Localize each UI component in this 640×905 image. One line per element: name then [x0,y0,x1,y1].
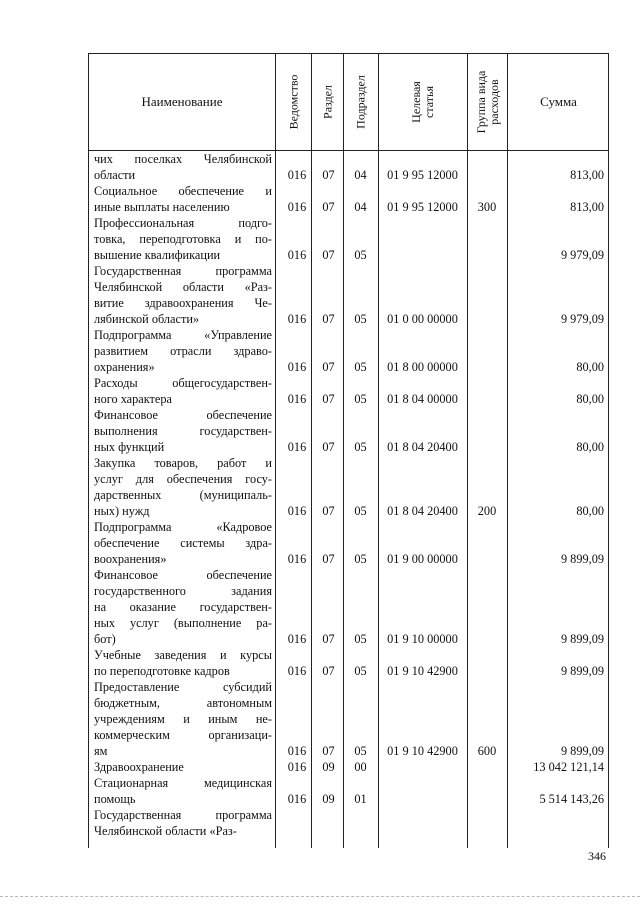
row-razdel: 09 [322,792,335,806]
row-name-line: развитием отрасли здраво- [94,344,272,358]
header-razdel [312,54,343,150]
row-name-line: чих поселках Челябинской [94,152,272,166]
row-ved: 016 [287,312,307,326]
row-name-line: области [94,168,136,182]
row-ved: 016 [287,632,307,646]
header-celevaya [379,54,467,150]
row-podrazdel: 05 [354,744,367,758]
row-name-line: Расходы общегосударствен- [94,376,272,390]
header-podrazdel-label: Подраздел [353,75,368,129]
row-podrazdel: 01 [354,792,367,806]
row-name [94,327,272,375]
row-razdel: 07 [322,248,335,262]
row-name [94,375,272,407]
header-razdel-label: Раздел [320,85,334,119]
row-name-line: Стационарная медицинская [94,776,272,790]
header-name [89,54,275,150]
row-ved: 016 [287,360,307,374]
row-razdel: 07 [322,360,335,374]
row-summa: 80,00 [576,440,604,454]
row-name-line: лябинской области» [94,312,200,326]
table-row [89,775,608,807]
row-name [94,183,272,215]
row-summa: 80,00 [576,360,604,374]
row-summa: 9 979,09 [560,248,604,262]
row-name-line: Финансовое обеспечение [94,408,272,422]
row-ved: 016 [287,744,307,758]
row-celevaya: 01 8 04 00000 [387,392,458,406]
table-row [89,455,608,519]
row-name-line: Здравоохранение [94,760,184,774]
row-podrazdel: 04 [354,168,367,182]
row-ved: 016 [287,440,307,454]
row-razdel: 07 [322,504,335,518]
header-celevaya-line2: статья [422,86,436,118]
row-razdel: 07 [322,552,335,566]
header-ved [276,54,311,150]
header-gruppa [468,54,507,150]
row-podrazdel: 05 [354,504,367,518]
table-row [89,263,608,327]
row-name-line: на оказание государствен- [94,600,272,614]
row-podrazdel: 05 [354,552,367,566]
row-name [94,455,272,519]
row-name-line: охранения» [94,360,155,374]
row-name-line: услуг для обеспечения госу- [94,472,272,486]
row-name-line: иные выплаты населению [94,200,230,214]
row-celevaya: 01 9 10 42900 [387,664,458,678]
row-podrazdel: 05 [354,312,367,326]
row-summa: 80,00 [576,504,604,518]
row-celevaya: 01 8 00 00000 [387,360,458,374]
budget-table [88,53,609,848]
row-name [94,759,272,775]
table-row [89,647,608,679]
table-row [89,519,608,567]
row-name [94,407,272,455]
row-razdel: 07 [322,200,335,214]
table-row [89,327,608,375]
row-ved: 016 [287,248,307,262]
row-celevaya: 01 9 10 42900 [387,744,458,758]
header-summa [508,54,609,150]
row-podrazdel: 05 [354,440,367,454]
row-name-line: воохранения» [94,552,167,566]
row-name [94,151,272,183]
row-summa: 813,00 [570,168,604,182]
row-name-line: Государственная программа [94,264,272,278]
row-name-line: выполнения государствен- [94,424,272,438]
row-name-line: ям [94,744,108,758]
row-celevaya: 01 9 00 00000 [387,552,458,566]
row-name [94,567,272,647]
row-name-line: Челябинской области «Раз- [94,824,237,838]
row-razdel: 07 [322,744,335,758]
row-name-line: Подпрограмма «Управление [94,328,272,342]
row-name-line: по переподготовке кадров [94,664,230,678]
row-name-line: учреждениям и иным не- [94,712,272,726]
row-name-line: ных функций [94,440,165,454]
row-name-line: Предоставление субсидий [94,680,272,694]
row-name-line: Финансовое обеспечение [94,568,272,582]
row-name-line: Профессиональная подго- [94,216,272,230]
row-summa: 9 899,09 [560,744,604,758]
table-row [89,759,608,775]
row-gruppa: 300 [477,200,497,214]
row-gruppa: 200 [477,504,497,518]
header-summa-label: Сумма [540,94,577,109]
row-name [94,807,272,839]
table-row [89,183,608,215]
header-gruppa-line2: расходов [486,79,501,125]
row-name-line: Подпрограмма «Кадровое [94,520,272,534]
row-ved: 016 [287,664,307,678]
row-summa: 5 514 143,26 [539,792,604,806]
row-podrazdel: 04 [354,200,367,214]
row-ved: 016 [287,392,307,406]
row-podrazdel: 05 [354,392,367,406]
row-name-line: Государственная программа [94,808,272,822]
row-name-line: Закупка товаров, работ и [94,456,272,470]
row-celevaya: 01 9 95 12000 [387,168,458,182]
row-summa: 80,00 [576,392,604,406]
row-razdel: 07 [322,664,335,678]
row-name-line: бюджетным, автономным [94,696,272,710]
page-number: 346 [588,849,606,863]
row-summa: 13 042 121,14 [533,760,604,774]
row-name-line: коммерческим организаци- [94,728,272,742]
header-ved-label: Ведомство [286,74,300,130]
row-podrazdel: 05 [354,632,367,646]
row-celevaya: 01 0 00 00000 [387,312,458,326]
row-name-line: витие здравоохранения Че- [94,296,272,310]
row-name [94,775,272,807]
row-name [94,263,272,327]
row-celevaya: 01 8 04 20400 [387,440,458,454]
row-name [94,215,272,263]
row-razdel: 07 [322,392,335,406]
row-name-line: Учебные заведения и курсы [94,648,272,662]
row-gruppa: 600 [477,744,497,758]
row-name-line: ного характера [94,392,172,406]
page-edge [0,896,640,897]
row-name-line: товка, переподготовка и по- [94,232,272,246]
header-gruppa-label [475,71,501,134]
row-razdel: 07 [322,168,335,182]
row-podrazdel: 05 [354,248,367,262]
row-summa: 9 979,09 [560,312,604,326]
row-summa: 813,00 [570,200,604,214]
table-row [89,151,608,183]
row-podrazdel: 05 [354,360,367,374]
header-celevaya-label [410,81,436,123]
row-name-line: Социальное обеспечение и [94,184,272,198]
row-podrazdel: 00 [354,760,367,774]
table-row [89,375,608,407]
row-celevaya: 01 9 95 12000 [387,200,458,214]
table-row [89,215,608,263]
row-razdel: 07 [322,312,335,326]
row-summa: 9 899,09 [560,632,604,646]
header-name-label: Наименование [141,94,223,109]
row-razdel: 07 [322,632,335,646]
row-name-line: Челябинской области «Раз- [94,280,272,294]
header-podrazdel [344,54,378,150]
row-name [94,647,272,679]
row-name-line: бот) [94,632,116,646]
row-name-line: государственного задания [94,584,272,598]
row-name [94,519,272,567]
row-ved: 016 [287,168,307,182]
row-name-line: обеспечение системы здра- [94,536,272,550]
header-celevaya-line1: Целевая [409,81,423,123]
row-summa: 9 899,09 [560,552,604,566]
row-name [94,679,272,759]
row-ved: 016 [287,792,307,806]
row-ved: 016 [287,200,307,214]
row-razdel: 07 [322,440,335,454]
row-podrazdel: 05 [354,664,367,678]
row-ved: 016 [287,504,307,518]
table-row [89,807,608,839]
row-celevaya: 01 9 10 00000 [387,632,458,646]
row-name-line: вышение квалификации [94,248,221,262]
header-gruppa-line1: Группа вида [473,70,488,134]
table-row [89,567,608,647]
table-row [89,407,608,455]
table-row [89,679,608,759]
row-name-line: ных) нужд [94,504,150,518]
row-name-line: ных услуг (выполнение ра- [94,616,272,630]
row-summa: 9 899,09 [560,664,604,678]
row-ved: 016 [287,760,307,774]
row-celevaya: 01 8 04 20400 [387,504,458,518]
row-name-line: помощь [94,792,136,806]
row-ved: 016 [287,552,307,566]
row-razdel: 09 [322,760,335,774]
row-name-line: дарственных (муниципаль- [94,488,272,502]
